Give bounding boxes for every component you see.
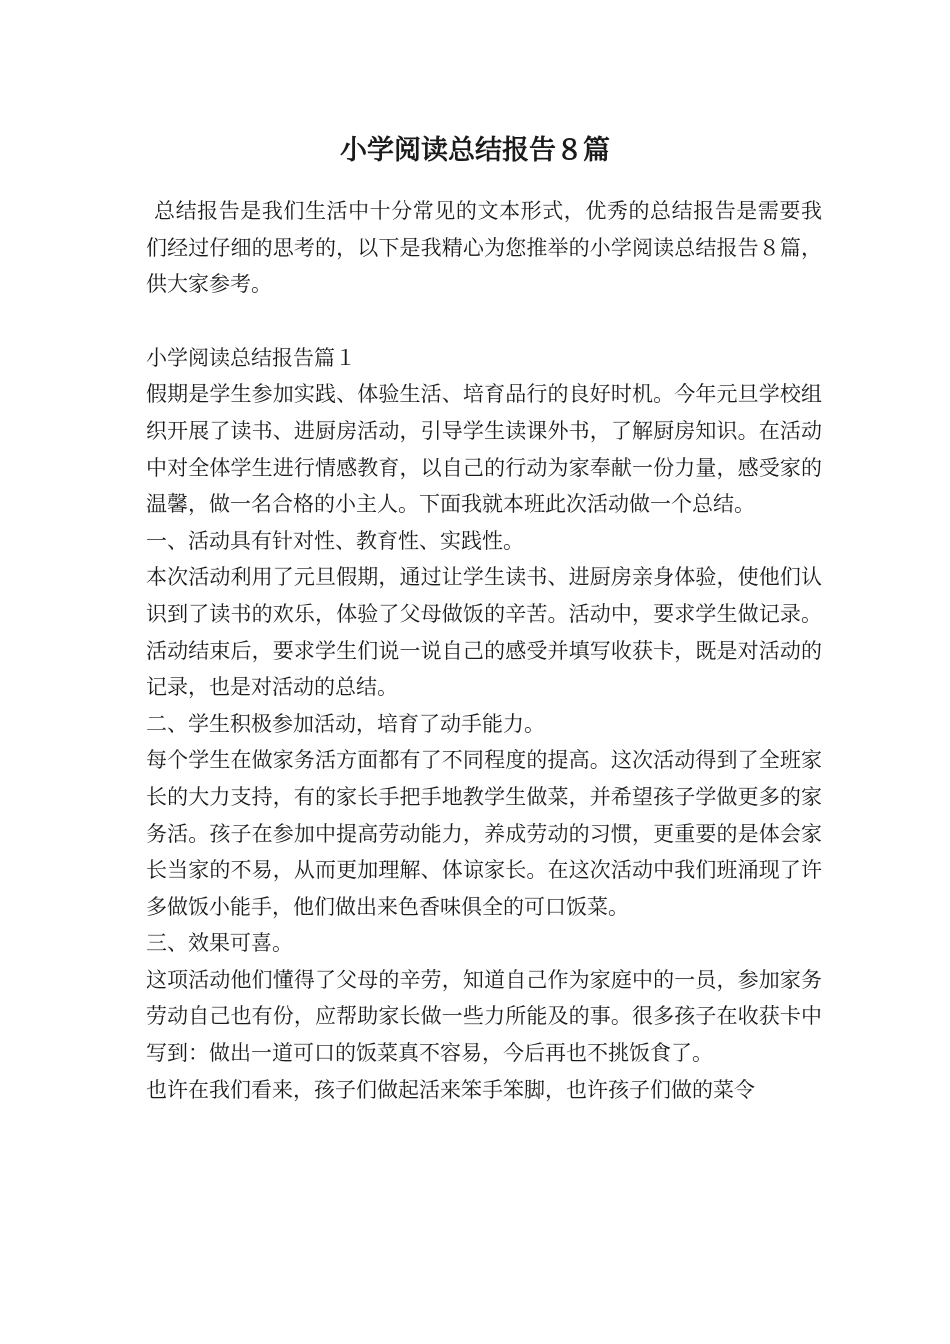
document-body — [146, 193, 822, 1108]
body-paragraph: 这项活动他们懂得了父母的辛劳，知道自己作为家庭中的一员，参加家务劳动自己也有份，应帮助家长做一些力所能及的事。很多孩子在收获卡中写到：做出一道可口的饭菜真不容易，今后再也不挑饭食了。 — [146, 967, 822, 1066]
document-title: 小学阅读总结报告８篇 — [340, 135, 610, 166]
subheading-3: 三、效果可喜。 — [146, 931, 293, 956]
subheading-1: 一、活动具有针对性、教育性、实践性。 — [146, 528, 524, 553]
subheading-2: 二、学生积极参加活动，培育了动手能力。 — [146, 711, 545, 736]
intro-paragraph: 总结报告是我们生活中十分常见的文本形式，优秀的总结报告是需要我们经过仔细的思考的，以下是我精心为您推举的小学阅读总结报告８篇，供大家参考。 — [146, 199, 822, 297]
section-heading: 小学阅读总结报告篇１ — [146, 345, 356, 370]
body-paragraph: 本次活动利用了元旦假期，通过让学生读书、进厨房亲身体验，使他们认识到了读书的欢乐，体验了父母做饭的辛苦。活动中，要求学生做记录。活动结束后，要求学生们说一说自己的感受并填写收获卡，既是对活动的记录，也是对活动的总结。 — [146, 565, 822, 700]
body-paragraph: 假期是学生参加实践、体验生活、培育品行的良好时机。今年元旦学校组织开展了读书、进厨房活动，引导学生读课外书，了解厨房知识。在活动中对全体学生进行情感教育，以自己的行动为家奉献一份力量，感受家的温馨，做一名合格的小主人。下面我就本班此次活动做一个总结。 — [146, 382, 822, 517]
paragraph-gap — [146, 303, 822, 340]
body-paragraph: 也许在我们看来，孩子们做起活来笨手笨脚，也许孩子们做的菜令 — [146, 1077, 755, 1102]
body-paragraph: 每个学生在做家务活方面都有了不同程度的提高。这次活动得到了全班家长的大力支持，有的家长手把手地教学生做菜，并希望孩子学做更多的家务活。孩子在参加中提高劳动能力，养成劳动的习惯，更重要的是体会家长当家的不易，从而更加理解、体谅家长。在这次活动中我们班涌现了许多做饭小能手，他们做出来色香味俱全的可口饭菜。 — [146, 748, 822, 919]
